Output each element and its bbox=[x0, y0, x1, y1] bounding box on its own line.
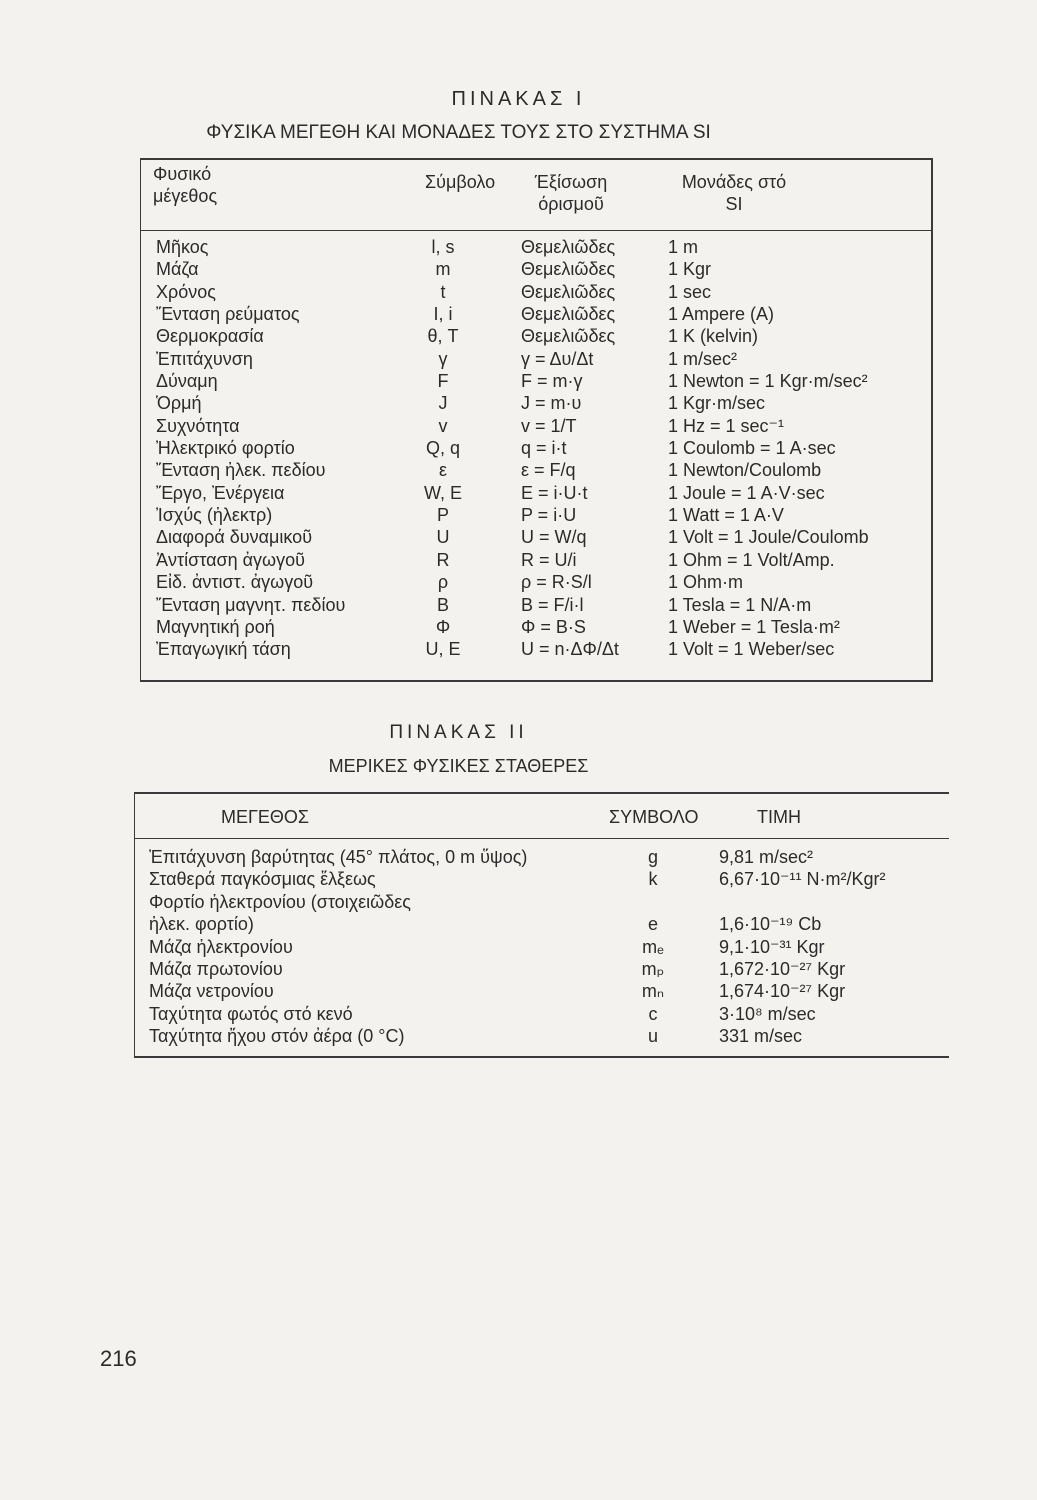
cell-symbol: γ bbox=[438, 348, 448, 369]
cell-quantity: Ταχύτητα ἤχου στόν ἀέρα (0 °C) bbox=[149, 1026, 405, 1047]
cell-symbol: u bbox=[647, 1026, 658, 1047]
table-row bbox=[141, 526, 931, 548]
table-row bbox=[141, 482, 931, 504]
cell-definition: E = i·U·t bbox=[521, 482, 588, 503]
table-row bbox=[141, 459, 931, 481]
cell-quantity: Φορτίο ἠλεκτρονίου (στοιχειῶδες bbox=[149, 891, 411, 912]
table1-title: ΠΙΝΑΚΑΣ Ι bbox=[451, 88, 586, 110]
table-row bbox=[141, 504, 931, 526]
cell-unit: 1 m bbox=[668, 237, 699, 257]
cell-symbol: mₙ bbox=[641, 981, 665, 1002]
cell-quantity: Μάζα πρωτονίου bbox=[149, 958, 283, 979]
cell-value: 6,67·10⁻¹¹ N·m²/Kgr² bbox=[719, 869, 886, 890]
header-quantity-line2: μέγεθος bbox=[153, 186, 218, 206]
table-row bbox=[141, 392, 931, 414]
cell-quantity: Δύναμη bbox=[156, 371, 218, 392]
table-row bbox=[141, 616, 931, 638]
header-quantity bbox=[153, 163, 313, 207]
table-row bbox=[135, 936, 949, 958]
cell-quantity: Θερμοκρασία bbox=[156, 326, 264, 347]
table1-subtitle: ΦΥΣΙΚΑ ΜΕΓΕΘΗ ΚΑΙ ΜΟΝΑΔΕΣ ΤΟΥΣ ΣΤΟ ΣΥΣΤΗΜΑ SI bbox=[206, 122, 711, 143]
table-row bbox=[135, 913, 949, 935]
cell-symbol: l, s bbox=[431, 237, 455, 257]
constants-table-body bbox=[135, 846, 949, 1048]
cell-unit: 1 sec bbox=[668, 281, 712, 302]
header-magnitude: ΜΕΓΕΘΟΣ bbox=[221, 807, 310, 827]
cell-symbol: B bbox=[436, 594, 449, 615]
cell-quantity: Μάζα νετρονίου bbox=[149, 981, 274, 1002]
cell-symbol: F bbox=[437, 371, 449, 392]
cell-definition: Θεμελιῶδες bbox=[521, 326, 616, 347]
table-row bbox=[141, 236, 931, 258]
cell-unit: 1 Volt = 1 Weber/sec bbox=[668, 639, 835, 660]
header-value: ΤΙΜΗ bbox=[757, 807, 801, 827]
cell-definition: Θεμελιῶδες bbox=[521, 259, 616, 280]
cell-quantity: Ἀντίσταση ἀγωγοῦ bbox=[156, 549, 305, 570]
cell-quantity: Ἔνταση μαγνητ. πεδίου bbox=[156, 594, 346, 615]
cell-definition: R = U/i bbox=[521, 549, 577, 570]
cell-unit: 1 K (kelvin) bbox=[668, 326, 759, 347]
table-row bbox=[141, 281, 931, 303]
cell-quantity: Ἔνταση ἠλεκ. πεδίου bbox=[156, 460, 326, 481]
table2-subtitle: ΜΕΡΙΚΕΣ ΦΥΣΙΚΕΣ ΣΤΑΘΕΡΕΣ bbox=[328, 756, 589, 776]
cell-symbol: e bbox=[647, 914, 658, 935]
constants-table bbox=[134, 792, 949, 1058]
cell-definition: ρ = R·S/l bbox=[521, 572, 592, 593]
header-symbol: Σύμβολο bbox=[425, 172, 496, 192]
cell-symbol: t bbox=[440, 281, 446, 302]
page-number: 216 bbox=[100, 1346, 137, 1371]
constants-table-header bbox=[135, 794, 949, 839]
cell-symbol: ρ bbox=[437, 572, 449, 593]
cell-symbol: g bbox=[647, 847, 658, 867]
cell-definition: Θεμελιῶδες bbox=[521, 281, 616, 302]
cell-symbol: θ, T bbox=[427, 326, 459, 347]
cell-symbol: ε bbox=[438, 460, 448, 481]
cell-symbol: J bbox=[438, 393, 448, 414]
cell-unit: 1 Coulomb = 1 A·sec bbox=[668, 438, 836, 459]
cell-symbol: Φ bbox=[435, 616, 451, 637]
cell-unit: 1 Ohm = 1 Volt/Amp. bbox=[668, 549, 835, 570]
table-row bbox=[135, 891, 949, 913]
cell-unit: 1 Newton/Coulomb bbox=[668, 460, 822, 481]
cell-symbol: m bbox=[435, 259, 451, 280]
cell-unit: 1 Ampere (A) bbox=[668, 304, 775, 325]
cell-quantity: Ἰσχύς (ἠλεκτρ) bbox=[156, 505, 273, 526]
cell-symbol: k bbox=[648, 869, 658, 890]
cell-unit: 1 Ohm·m bbox=[668, 572, 744, 593]
table-row bbox=[135, 868, 949, 890]
header-definition bbox=[506, 171, 636, 215]
table-row bbox=[141, 370, 931, 392]
cell-quantity: Ταχύτητα φωτός στό κενό bbox=[149, 1003, 353, 1024]
table-row bbox=[135, 980, 949, 1002]
table-row bbox=[135, 846, 949, 868]
cell-quantity: Σταθερά παγκόσμιας ἕλξεως bbox=[149, 869, 376, 890]
cell-symbol: v bbox=[438, 415, 448, 436]
cell-value: 9,81 m/sec² bbox=[719, 847, 814, 867]
cell-unit: 1 Kgr·m/sec bbox=[668, 393, 766, 414]
cell-definition: Θεμελιῶδες bbox=[521, 237, 616, 257]
table-row bbox=[141, 325, 931, 347]
cell-unit: 1 Hz = 1 sec⁻¹ bbox=[668, 415, 785, 436]
cell-unit: 1 Joule = 1 A·V·sec bbox=[668, 482, 825, 503]
cell-definition: F = m·γ bbox=[521, 371, 583, 392]
table-row bbox=[141, 348, 931, 370]
header-unit-line2: SI bbox=[725, 194, 743, 214]
header-unit-line1: Μονάδες στό bbox=[681, 172, 787, 192]
cell-unit: 1 Newton = 1 Kgr·m/sec² bbox=[668, 371, 868, 392]
cell-definition: γ = Δυ/Δt bbox=[521, 348, 594, 369]
cell-symbol: mₚ bbox=[641, 958, 665, 979]
header-symbol2: ΣΥΜΒΟΛΟ bbox=[609, 807, 699, 827]
cell-quantity: Μάζα bbox=[156, 259, 199, 280]
cell-unit: 1 Volt = 1 Joule/Coulomb bbox=[668, 527, 869, 548]
cell-definition: P = i·U bbox=[521, 505, 577, 526]
cell-quantity: Ἔργο, Ἐνέργεια bbox=[156, 482, 285, 503]
table-row bbox=[135, 1003, 949, 1025]
cell-quantity: Ἠλεκτρικό φορτίο bbox=[156, 438, 295, 459]
cell-value: 3·10⁸ m/sec bbox=[719, 1003, 816, 1024]
cell-definition: U = n·ΔΦ/Δt bbox=[521, 639, 619, 660]
table-row bbox=[135, 958, 949, 980]
cell-quantity: Ἔνταση ρεύματος bbox=[156, 304, 300, 325]
cell-quantity: Χρόνος bbox=[156, 281, 216, 302]
cell-definition: Θεμελιῶδες bbox=[521, 304, 616, 325]
cell-value: 1,672·10⁻²⁷ Kgr bbox=[719, 958, 846, 979]
cell-quantity: Διαφορά δυναμικοῦ bbox=[156, 527, 313, 548]
table-row bbox=[135, 1025, 949, 1047]
table-row bbox=[141, 437, 931, 459]
table-row bbox=[141, 571, 931, 593]
cell-quantity: Εἰδ. ἀντιστ. ἀγωγοῦ bbox=[156, 572, 314, 593]
cell-definition: v = 1/T bbox=[521, 415, 577, 436]
cell-definition: J = m·υ bbox=[521, 393, 582, 414]
cell-unit: 1 Kgr bbox=[668, 259, 712, 280]
cell-quantity: Ἐπαγωγική τάση bbox=[156, 639, 291, 660]
cell-definition: U = W/q bbox=[521, 527, 587, 548]
units-table bbox=[140, 158, 933, 682]
cell-value: 1,6·10⁻¹⁹ Cb bbox=[719, 914, 822, 935]
cell-symbol: c bbox=[648, 1003, 658, 1024]
cell-value: 9,1·10⁻³¹ Kgr bbox=[719, 936, 825, 957]
units-table-header bbox=[141, 160, 931, 231]
cell-definition: q = i·t bbox=[521, 438, 567, 459]
table-row bbox=[141, 549, 931, 571]
units-table-body bbox=[141, 236, 931, 661]
cell-quantity: Ἐπιτάχυνση bbox=[156, 348, 253, 369]
table-row bbox=[141, 594, 931, 616]
cell-symbol: U bbox=[436, 527, 450, 548]
cell-symbol: mₑ bbox=[642, 936, 664, 957]
table-row bbox=[141, 258, 931, 280]
cell-symbol: R bbox=[436, 549, 450, 570]
cell-unit: 1 Weber = 1 Tesla·m² bbox=[668, 616, 840, 637]
cell-symbol: U, E bbox=[425, 639, 461, 660]
cell-quantity: Συχνότητα bbox=[156, 415, 240, 436]
cell-quantity: ἠλεκ. φορτίο) bbox=[149, 914, 254, 935]
cell-symbol: I, i bbox=[433, 304, 453, 325]
cell-unit: 1 Tesla = 1 N/A·m bbox=[668, 594, 812, 615]
cell-value: 1,674·10⁻²⁷ Kgr bbox=[719, 981, 846, 1002]
cell-symbol: W, E bbox=[423, 482, 462, 503]
header-definition-line1: Έξίσωση bbox=[534, 172, 608, 192]
cell-value: 331 m/sec bbox=[719, 1026, 803, 1047]
cell-definition: B = F/i·l bbox=[521, 594, 584, 615]
cell-quantity: Ἐπιτάχυνση βαρύτητας (45° πλάτος, 0 m ὕψος) bbox=[149, 847, 528, 867]
header-unit bbox=[669, 171, 799, 215]
table2-title: ΠΙΝΑΚΑΣ ΙΙ bbox=[389, 722, 528, 743]
cell-unit: 1 Watt = 1 A·V bbox=[668, 505, 784, 526]
table-row bbox=[141, 638, 931, 660]
cell-quantity: Μάζα ἠλεκτρονίου bbox=[149, 936, 293, 957]
table-row bbox=[141, 303, 931, 325]
cell-symbol: P bbox=[436, 505, 449, 526]
cell-quantity: Ὁρμή bbox=[156, 393, 202, 414]
cell-quantity: Μῆκος bbox=[156, 237, 209, 257]
cell-quantity: Μαγνητική ροή bbox=[156, 616, 275, 637]
cell-symbol: Q, q bbox=[425, 438, 460, 459]
header-quantity-line1: Φυσικό bbox=[153, 164, 212, 184]
table-row bbox=[141, 415, 931, 437]
cell-unit: 1 m/sec² bbox=[668, 348, 738, 369]
header-definition-line2: όρισμοῦ bbox=[538, 194, 604, 214]
cell-definition: Φ = B·S bbox=[521, 616, 586, 637]
cell-definition: ε = F/q bbox=[521, 460, 576, 481]
